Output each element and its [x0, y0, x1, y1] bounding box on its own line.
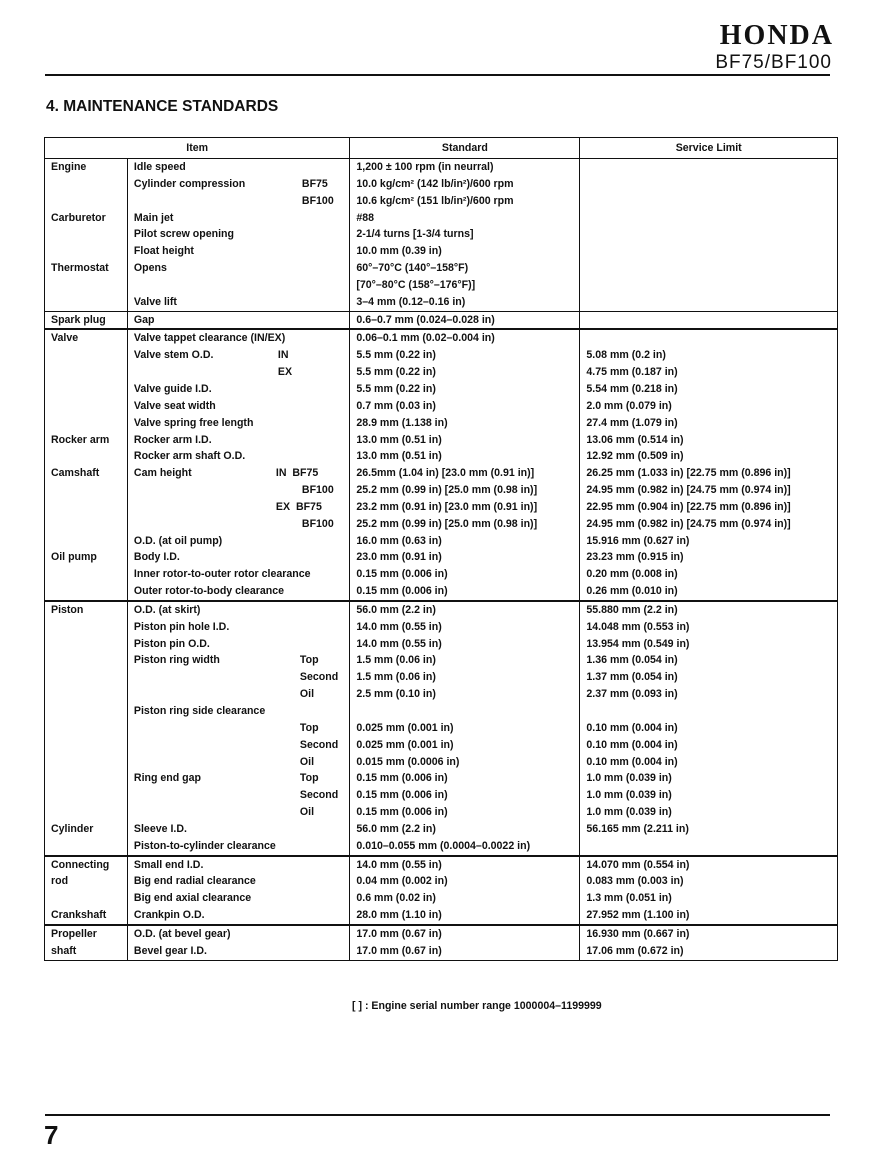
- item-name: Valve lift: [133, 295, 177, 308]
- item-name: Float height: [133, 245, 194, 258]
- item-qualifier: Second: [299, 738, 339, 751]
- item-cell: [127, 619, 349, 636]
- service-limit-cell: 0.26 mm (0.010 in): [580, 583, 838, 601]
- standard-cell: 10.0 mm (0.39 in): [350, 243, 580, 260]
- item-name: Outer rotor-to-body clearance: [133, 585, 285, 598]
- table-row: [45, 260, 838, 277]
- service-limit-cell: 0.10 mm (0.004 in): [580, 754, 838, 771]
- item-qualifier: Second: [299, 671, 339, 684]
- standard-cell: 14.0 mm (0.55 in): [350, 856, 580, 874]
- item-name: O.D. (at bevel gear): [133, 927, 231, 940]
- service-limit-cell: [580, 294, 838, 311]
- footnote: [ ] : Engine serial number range 1000004–1199999: [352, 1000, 602, 1012]
- item-name: O.D. (at oil pump): [133, 534, 223, 547]
- item-qualifier: EX BF75: [275, 500, 322, 513]
- item-cell: [127, 720, 349, 737]
- table-row: [45, 499, 838, 516]
- category-cell: [45, 516, 128, 533]
- service-limit-cell: 14.070 mm (0.554 in): [580, 856, 838, 874]
- table-row: [45, 943, 838, 960]
- item-qualifier: Oil: [299, 806, 315, 819]
- table-row: [45, 398, 838, 415]
- service-limit-cell: 24.95 mm (0.982 in) [24.75 mm (0.974 in)]: [580, 516, 838, 533]
- item-name: Idle speed: [133, 161, 186, 173]
- table-row: [45, 787, 838, 804]
- service-limit-cell: 0.083 mm (0.003 in): [580, 873, 838, 890]
- table-row: [45, 381, 838, 398]
- table-row: [45, 804, 838, 821]
- standard-cell: 13.0 mm (0.51 in): [350, 432, 580, 449]
- service-limit-cell: 23.23 mm (0.915 in): [580, 549, 838, 566]
- item-cell: [127, 210, 349, 227]
- category-cell: [45, 804, 128, 821]
- standard-cell: 3–4 mm (0.12–0.16 in): [350, 294, 580, 311]
- item-cell: [127, 159, 349, 176]
- table-row: [45, 636, 838, 653]
- item-cell: [127, 686, 349, 703]
- category-cell: [45, 636, 128, 653]
- category-cell: [45, 364, 128, 381]
- service-limit-cell: [580, 159, 838, 176]
- standard-cell: 23.0 mm (0.91 in): [350, 549, 580, 566]
- category-cell: Thermostat: [45, 260, 128, 277]
- item-cell: [127, 329, 349, 347]
- item-cell: [127, 381, 349, 398]
- category-cell: [45, 482, 128, 499]
- category-cell: Engine: [45, 159, 128, 176]
- service-limit-cell: [580, 703, 838, 720]
- item-cell: [127, 669, 349, 686]
- item-cell: [127, 601, 349, 619]
- table-row: [45, 838, 838, 856]
- category-cell: [45, 398, 128, 415]
- item-cell: [127, 243, 349, 260]
- service-limit-cell: 17.06 mm (0.672 in): [580, 943, 838, 960]
- table-row: [45, 482, 838, 499]
- category-cell: Rocker arm: [45, 432, 128, 449]
- item-name: Cylinder compression: [133, 177, 246, 190]
- service-limit-cell: 1.36 mm (0.054 in): [580, 652, 838, 669]
- item-qualifier: Oil: [299, 688, 315, 701]
- item-cell: [127, 176, 349, 193]
- item-cell: [127, 499, 349, 516]
- category-cell: Valve: [45, 329, 128, 347]
- standard-cell: 0.6–0.7 mm (0.024–0.028 in): [350, 311, 580, 329]
- model-name: BF75/BF100: [715, 52, 832, 73]
- category-cell: Cylinder: [45, 821, 128, 838]
- table-row: [45, 159, 838, 176]
- item-name: Ring end gap: [133, 772, 202, 785]
- item-qualifier: BF100: [301, 484, 334, 497]
- item-cell: [127, 260, 349, 277]
- item-name: Opens: [133, 262, 167, 275]
- item-name: Piston ring side clearance: [133, 705, 266, 717]
- header-standard: Standard: [350, 138, 580, 159]
- service-limit-cell: 5.08 mm (0.2 in): [580, 347, 838, 364]
- item-name: Valve guide I.D.: [133, 382, 212, 395]
- item-name: Piston pin O.D.: [133, 637, 210, 650]
- service-limit-cell: 16.930 mm (0.667 in): [580, 925, 838, 943]
- category-cell: [45, 770, 128, 787]
- item-name: O.D. (at skirt): [133, 603, 201, 616]
- service-limit-cell: 1.3 mm (0.051 in): [580, 890, 838, 907]
- service-limit-cell: 22.95 mm (0.904 in) [22.75 mm (0.896 in)]: [580, 499, 838, 516]
- standard-cell: 26.5mm (1.04 in) [23.0 mm (0.91 in)]: [350, 465, 580, 482]
- table-row: [45, 243, 838, 260]
- service-limit-cell: 0.20 mm (0.008 in): [580, 566, 838, 583]
- item-name: Valve stem O.D.: [133, 349, 214, 362]
- standard-cell: 0.15 mm (0.006 in): [350, 583, 580, 601]
- item-name: Piston pin hole I.D.: [133, 620, 230, 633]
- standard-cell: 0.04 mm (0.002 in): [350, 873, 580, 890]
- table-row: [45, 549, 838, 566]
- table-row: [45, 465, 838, 482]
- table-row: [45, 311, 838, 329]
- category-cell: [45, 294, 128, 311]
- item-cell: [127, 754, 349, 771]
- category-cell: Camshaft: [45, 465, 128, 482]
- category-cell: [45, 737, 128, 754]
- category-cell: [45, 226, 128, 243]
- category-cell: Spark plug: [45, 311, 128, 329]
- item-cell: [127, 549, 349, 566]
- service-limit-cell: [580, 311, 838, 329]
- category-cell: Crankshaft: [45, 907, 128, 925]
- item-cell: [127, 347, 349, 364]
- item-cell: [127, 311, 349, 329]
- item-cell: [127, 465, 349, 482]
- standard-cell: 28.9 mm (1.138 in): [350, 415, 580, 432]
- item-cell: [127, 482, 349, 499]
- table-row: [45, 925, 838, 943]
- standard-cell: 0.15 mm (0.006 in): [350, 566, 580, 583]
- category-cell: [45, 583, 128, 601]
- standard-cell: 0.015 mm (0.0006 in): [350, 754, 580, 771]
- service-limit-cell: 55.880 mm (2.2 in): [580, 601, 838, 619]
- table-row: [45, 703, 838, 720]
- item-name: Body I.D.: [133, 551, 180, 564]
- standard-cell: 25.2 mm (0.99 in) [25.0 mm (0.98 in)]: [350, 482, 580, 499]
- item-cell: [127, 873, 349, 890]
- service-limit-cell: 14.048 mm (0.553 in): [580, 619, 838, 636]
- service-limit-cell: 0.10 mm (0.004 in): [580, 720, 838, 737]
- standard-cell: 56.0 mm (2.2 in): [350, 821, 580, 838]
- item-name: Main jet: [133, 211, 174, 224]
- maintenance-standards-table: [44, 137, 838, 961]
- item-cell: [127, 448, 349, 465]
- item-name: Sleeve I.D.: [133, 822, 187, 835]
- service-limit-cell: 15.916 mm (0.627 in): [580, 533, 838, 550]
- service-limit-cell: 24.95 mm (0.982 in) [24.75 mm (0.974 in)]: [580, 482, 838, 499]
- table-row: [45, 566, 838, 583]
- table-header-row: [45, 138, 838, 159]
- item-qualifier: BF100: [301, 194, 334, 207]
- category-cell: [45, 787, 128, 804]
- item-cell: [127, 636, 349, 653]
- category-cell: [45, 243, 128, 260]
- header-service-limit: Service Limit: [580, 138, 838, 159]
- item-name: Big end radial clearance: [133, 875, 256, 888]
- item-qualifier: BF100: [301, 517, 334, 530]
- item-qualifier: IN: [277, 349, 289, 362]
- header-item: Item: [45, 138, 350, 159]
- item-cell: [127, 703, 349, 720]
- service-limit-cell: 2.0 mm (0.079 in): [580, 398, 838, 415]
- service-limit-cell: [580, 210, 838, 227]
- category-cell: [45, 619, 128, 636]
- service-limit-cell: 4.75 mm (0.187 in): [580, 364, 838, 381]
- item-cell: [127, 943, 349, 960]
- item-name: Piston ring width: [133, 654, 220, 667]
- category-cell: [45, 720, 128, 737]
- table-row: [45, 448, 838, 465]
- item-cell: [127, 193, 349, 210]
- category-cell: Piston: [45, 601, 128, 619]
- item-cell: [127, 277, 349, 294]
- category-cell: [45, 176, 128, 193]
- service-limit-cell: [580, 838, 838, 856]
- standard-cell: 0.15 mm (0.006 in): [350, 804, 580, 821]
- service-limit-cell: 1.0 mm (0.039 in): [580, 804, 838, 821]
- category-cell: [45, 669, 128, 686]
- item-cell: [127, 652, 349, 669]
- table-row: [45, 432, 838, 449]
- table-row: [45, 176, 838, 193]
- table-row: [45, 754, 838, 771]
- category-cell: [45, 566, 128, 583]
- item-name: Inner rotor-to-outer rotor clearance: [133, 568, 311, 581]
- item-cell: [127, 804, 349, 821]
- table-row: [45, 294, 838, 311]
- service-limit-cell: 1.0 mm (0.039 in): [580, 787, 838, 804]
- category-cell: [45, 686, 128, 703]
- table-row: [45, 533, 838, 550]
- item-name: Piston-to-cylinder clearance: [133, 839, 276, 852]
- standard-cell: [70°–80°C (158°–176°F)]: [350, 277, 580, 294]
- service-limit-cell: 12.92 mm (0.509 in): [580, 448, 838, 465]
- item-cell: [127, 821, 349, 838]
- item-name: Valve seat width: [133, 399, 216, 412]
- footer-rule: [45, 1114, 830, 1116]
- item-qualifier: IN BF75: [275, 467, 319, 480]
- standard-cell: 0.7 mm (0.03 in): [350, 398, 580, 415]
- standard-cell: 23.2 mm (0.91 in) [23.0 mm (0.91 in)]: [350, 499, 580, 516]
- item-name: Bevel gear I.D.: [133, 944, 207, 957]
- category-cell: [45, 381, 128, 398]
- table-row: [45, 770, 838, 787]
- item-name: Rocker arm I.D.: [133, 433, 212, 446]
- service-limit-cell: 56.165 mm (2.211 in): [580, 821, 838, 838]
- category-cell: [45, 754, 128, 771]
- table-row: [45, 737, 838, 754]
- service-limit-cell: [580, 243, 838, 260]
- standard-cell: 60°–70°C (140°–158°F): [350, 260, 580, 277]
- table-row: [45, 652, 838, 669]
- service-limit-cell: 2.37 mm (0.093 in): [580, 686, 838, 703]
- standard-cell: 25.2 mm (0.99 in) [25.0 mm (0.98 in)]: [350, 516, 580, 533]
- table-row: [45, 329, 838, 347]
- item-cell: [127, 415, 349, 432]
- item-name: Pilot screw opening: [133, 228, 234, 241]
- table-row: [45, 415, 838, 432]
- item-cell: [127, 770, 349, 787]
- service-limit-cell: 13.954 mm (0.549 in): [580, 636, 838, 653]
- standard-cell: 14.0 mm (0.55 in): [350, 619, 580, 636]
- standard-cell: 0.06–0.1 mm (0.02–0.004 in): [350, 329, 580, 347]
- category-cell: [45, 347, 128, 364]
- table-row: [45, 821, 838, 838]
- table-row: [45, 210, 838, 227]
- standard-cell: 5.5 mm (0.22 in): [350, 364, 580, 381]
- item-cell: [127, 583, 349, 601]
- table-row: [45, 873, 838, 890]
- service-limit-cell: 13.06 mm (0.514 in): [580, 432, 838, 449]
- item-cell: [127, 890, 349, 907]
- standard-cell: 0.025 mm (0.001 in): [350, 720, 580, 737]
- item-cell: [127, 294, 349, 311]
- service-limit-cell: [580, 260, 838, 277]
- item-cell: [127, 516, 349, 533]
- table-row: [45, 516, 838, 533]
- service-limit-cell: 27.4 mm (1.079 in): [580, 415, 838, 432]
- table-row: [45, 720, 838, 737]
- category-cell: Propeller: [45, 925, 128, 943]
- item-name: Gap: [133, 313, 155, 326]
- item-qualifier: BF75: [301, 177, 328, 190]
- item-cell: [127, 364, 349, 381]
- category-cell: Carburetor: [45, 210, 128, 227]
- item-cell: [127, 226, 349, 243]
- category-cell: [45, 838, 128, 856]
- standard-cell: 0.15 mm (0.006 in): [350, 787, 580, 804]
- item-qualifier: Top: [299, 772, 319, 785]
- item-cell: [127, 907, 349, 925]
- standard-cell: 0.010–0.055 mm (0.0004–0.0022 in): [350, 838, 580, 856]
- standard-cell: 17.0 mm (0.67 in): [350, 943, 580, 960]
- item-cell: [127, 925, 349, 943]
- item-cell: [127, 432, 349, 449]
- table-row: [45, 907, 838, 925]
- category-cell: [45, 890, 128, 907]
- page-number: 7: [44, 1120, 59, 1150]
- standard-cell: 14.0 mm (0.55 in): [350, 636, 580, 653]
- service-limit-cell: [580, 329, 838, 347]
- category-cell: [45, 703, 128, 720]
- standard-cell: 0.15 mm (0.006 in): [350, 770, 580, 787]
- item-cell: [127, 737, 349, 754]
- table-row: [45, 686, 838, 703]
- table-row: [45, 669, 838, 686]
- item-name: Cam height: [133, 467, 192, 480]
- standard-cell: 2-1/4 turns [1-3/4 turns]: [350, 226, 580, 243]
- category-cell: [45, 652, 128, 669]
- category-cell: shaft: [45, 943, 128, 960]
- table-row: [45, 226, 838, 243]
- item-name: Big end axial clearance: [133, 892, 252, 905]
- item-qualifier: Second: [299, 789, 339, 802]
- item-cell: [127, 787, 349, 804]
- service-limit-cell: [580, 193, 838, 210]
- standard-cell: 16.0 mm (0.63 in): [350, 533, 580, 550]
- item-cell: [127, 838, 349, 856]
- item-cell: [127, 398, 349, 415]
- standard-cell: 13.0 mm (0.51 in): [350, 448, 580, 465]
- standard-cell: 1,200 ± 100 rpm (in neurral): [350, 159, 580, 176]
- item-cell: [127, 533, 349, 550]
- service-limit-cell: [580, 277, 838, 294]
- section-title: 4. MAINTENANCE STANDARDS: [46, 98, 279, 115]
- standard-cell: [350, 703, 580, 720]
- service-limit-cell: 5.54 mm (0.218 in): [580, 381, 838, 398]
- category-cell: [45, 533, 128, 550]
- category-cell: [45, 499, 128, 516]
- service-limit-cell: 1.37 mm (0.054 in): [580, 669, 838, 686]
- item-cell: [127, 856, 349, 874]
- service-limit-cell: 26.25 mm (1.033 in) [22.75 mm (0.896 in)]: [580, 465, 838, 482]
- standard-cell: 2.5 mm (0.10 in): [350, 686, 580, 703]
- table-row: [45, 364, 838, 381]
- service-limit-cell: 1.0 mm (0.039 in): [580, 770, 838, 787]
- table-row: [45, 193, 838, 210]
- table-row: [45, 347, 838, 364]
- service-limit-cell: 27.952 mm (1.100 in): [580, 907, 838, 925]
- honda-logo: HONDA: [719, 20, 834, 51]
- table-row: [45, 583, 838, 601]
- standard-cell: 0.6 mm (0.02 in): [350, 890, 580, 907]
- standard-cell: 5.5 mm (0.22 in): [350, 381, 580, 398]
- table-row: [45, 890, 838, 907]
- table-row: [45, 619, 838, 636]
- table-body: [45, 159, 838, 961]
- standard-cell: 0.025 mm (0.001 in): [350, 737, 580, 754]
- item-cell: [127, 566, 349, 583]
- category-cell: [45, 415, 128, 432]
- table-row: [45, 601, 838, 619]
- standard-cell: 56.0 mm (2.2 in): [350, 601, 580, 619]
- item-qualifier: Top: [299, 654, 319, 667]
- standard-cell: 1.5 mm (0.06 in): [350, 652, 580, 669]
- standard-cell: 28.0 mm (1.10 in): [350, 907, 580, 925]
- standard-cell: 10.6 kg/cm² (151 lb/in²)/600 rpm: [350, 193, 580, 210]
- category-cell: rod: [45, 873, 128, 890]
- item-name: Valve tappet clearance (IN/EX): [133, 332, 286, 345]
- table-row: [45, 856, 838, 874]
- item-name: Valve spring free length: [133, 416, 254, 429]
- category-cell: Oil pump: [45, 549, 128, 566]
- category-cell: [45, 193, 128, 210]
- item-qualifier: Top: [299, 721, 319, 734]
- service-limit-cell: 0.10 mm (0.004 in): [580, 737, 838, 754]
- item-qualifier: EX: [277, 366, 293, 379]
- item-name: Small end I.D.: [133, 858, 204, 871]
- service-limit-cell: [580, 176, 838, 193]
- category-cell: Connecting: [45, 856, 128, 874]
- standard-cell: 1.5 mm (0.06 in): [350, 669, 580, 686]
- item-qualifier: Oil: [299, 755, 315, 768]
- service-limit-cell: [580, 226, 838, 243]
- item-name: Crankpin O.D.: [133, 909, 205, 922]
- item-name: Rocker arm shaft O.D.: [133, 450, 246, 463]
- standard-cell: 5.5 mm (0.22 in): [350, 347, 580, 364]
- standard-cell: 10.0 kg/cm² (142 lb/in²)/600 rpm: [350, 176, 580, 193]
- standard-cell: 17.0 mm (0.67 in): [350, 925, 580, 943]
- standard-cell: #88: [350, 210, 580, 227]
- table-row: [45, 277, 838, 294]
- category-cell: [45, 448, 128, 465]
- header-rule: [45, 74, 830, 76]
- category-cell: [45, 277, 128, 294]
